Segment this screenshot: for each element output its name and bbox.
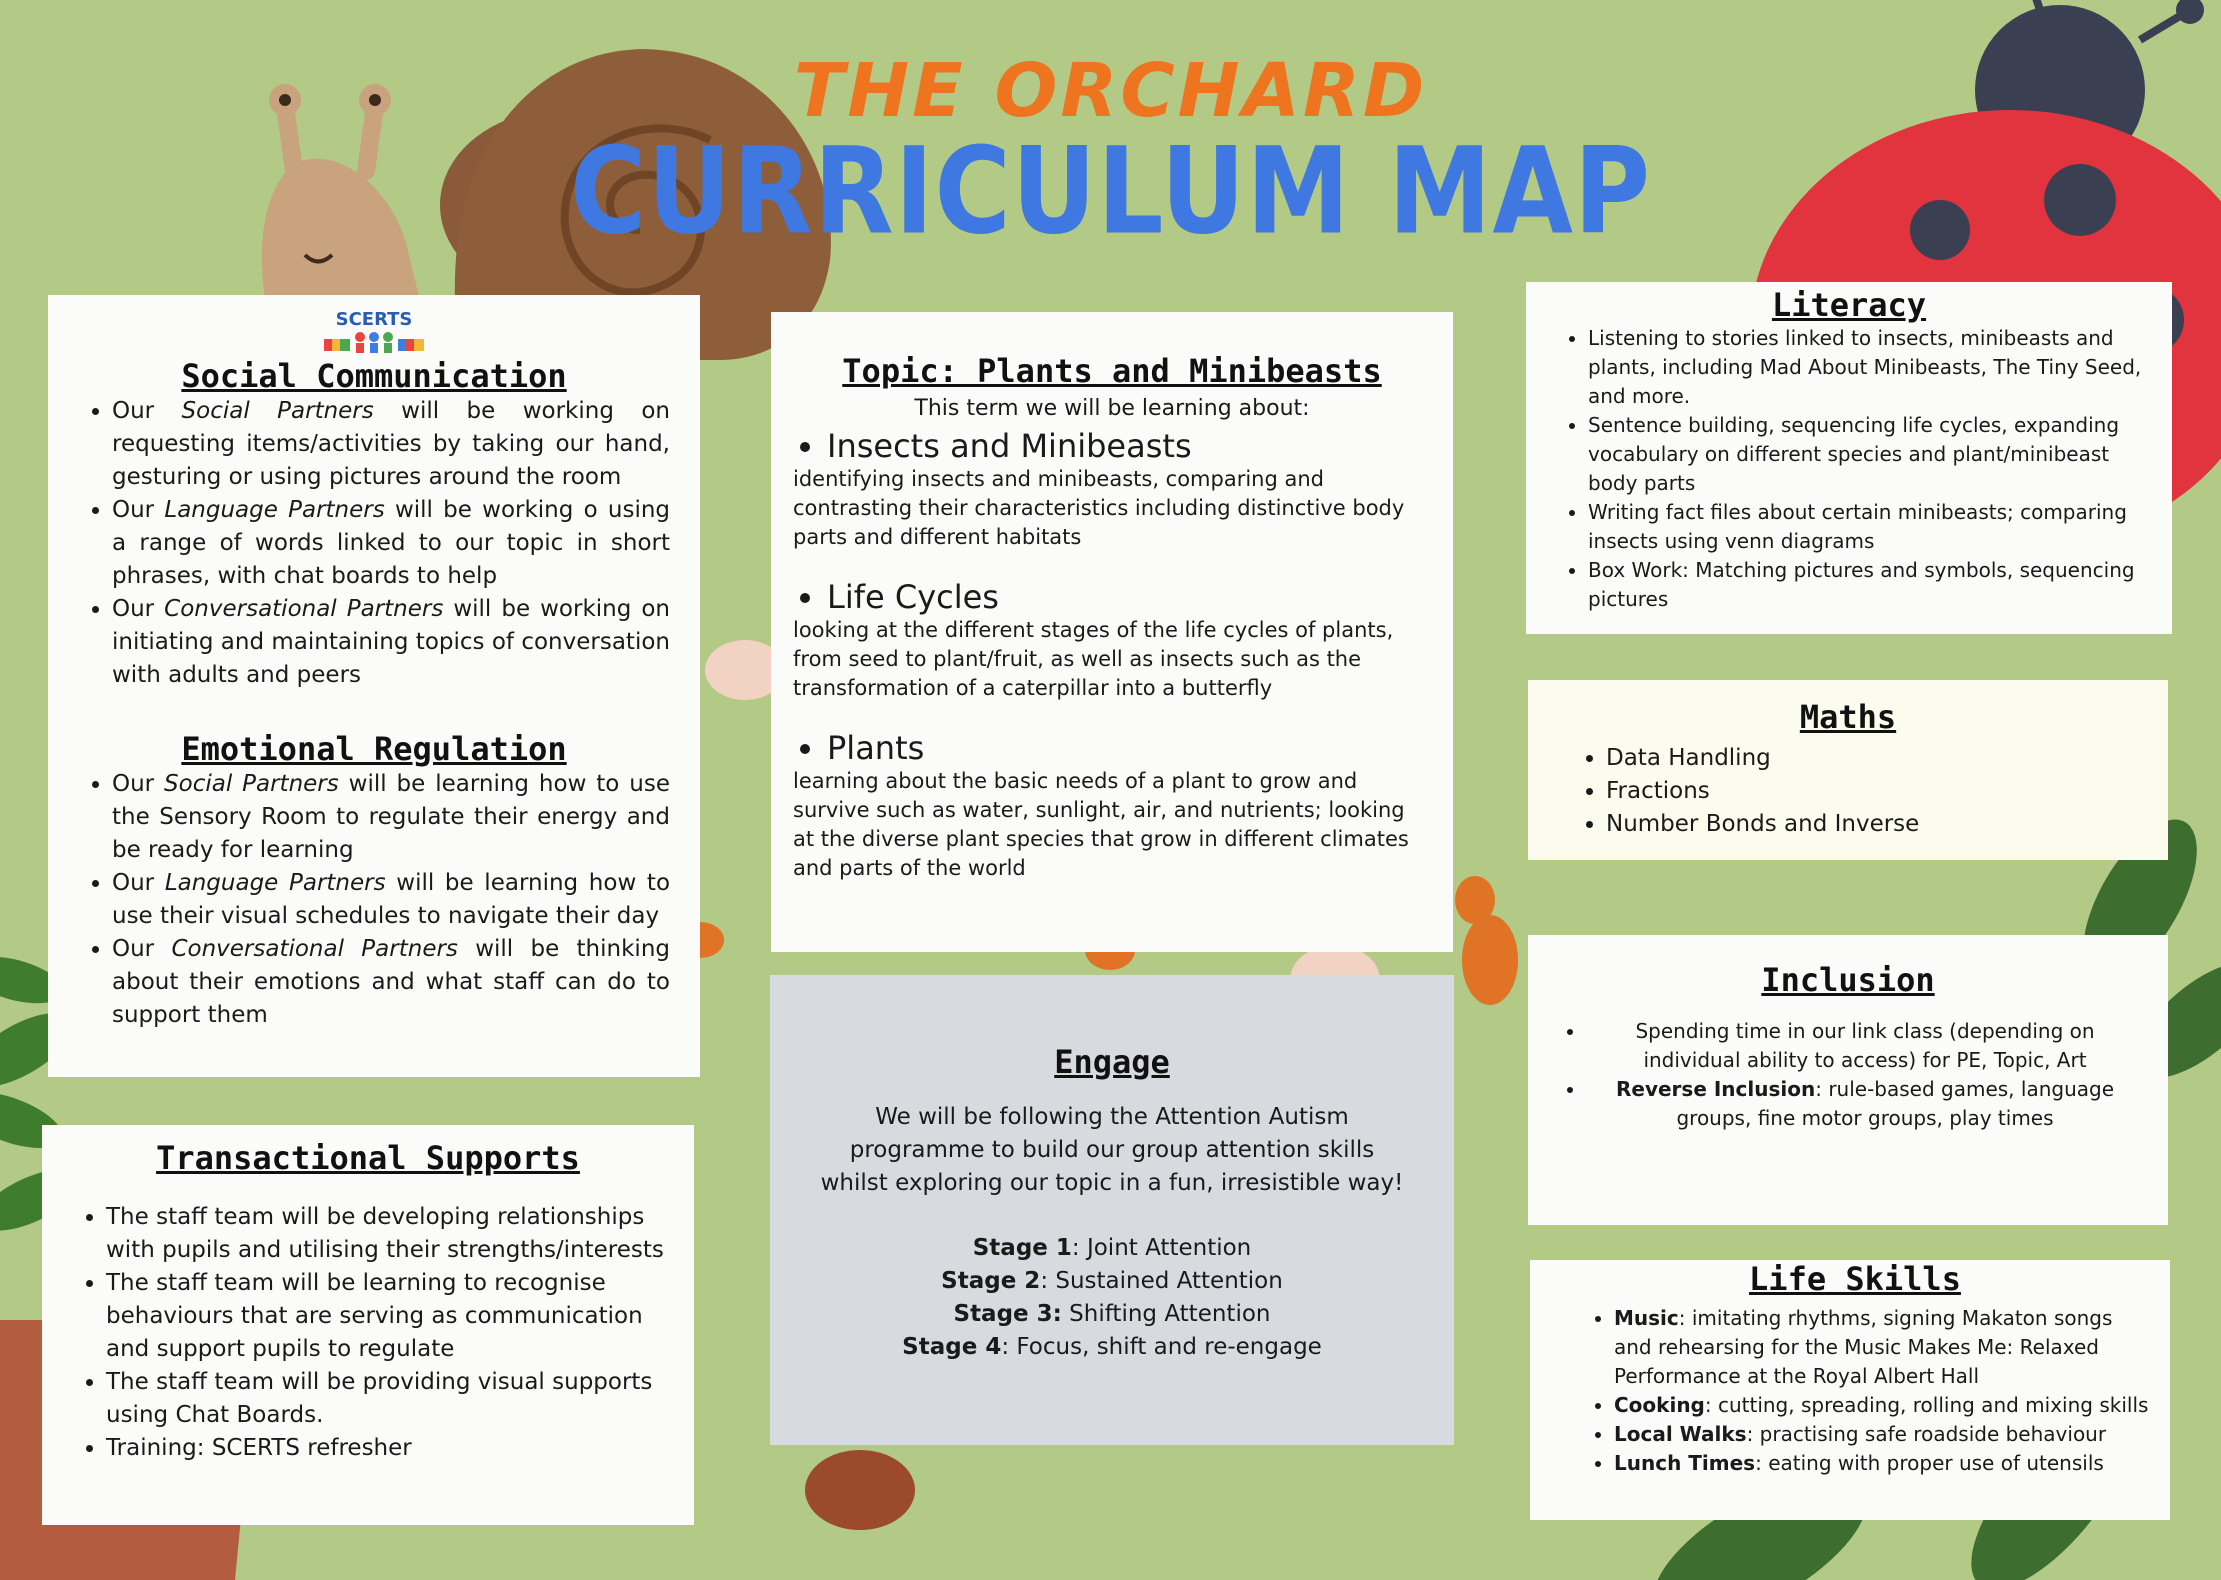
card-engage xyxy=(770,975,1454,1445)
heading-life-skills: Life Skills xyxy=(1749,1260,1961,1298)
list-item: • Data Handling xyxy=(1606,742,2144,775)
engage-stages xyxy=(814,1232,1410,1364)
list-item: • Music: imitating rhythms, signing Makaton songs and rehearsing for the Music Makes Me: Relaxed Performance at the Royal Albert Hall xyxy=(1614,1304,2156,1391)
list-item: • Spending time in our link class (depending on individual ability to access) for PE, Topic, Art xyxy=(1586,1017,2144,1075)
list-item: • Cooking: cutting, spreading, rolling and mixing skills xyxy=(1614,1391,2156,1420)
engage-stage: Stage 4: Focus, shift and re-engage xyxy=(902,1334,1322,1360)
heading-inclusion: Inclusion xyxy=(1761,961,1935,999)
list-item: • Lunch Times: eating with proper use of utensils xyxy=(1614,1449,2156,1478)
list-item: • Our Language Partners will be working o using a range of words linked to our topic in short phrases, with chat boards to help xyxy=(112,494,670,593)
heading-social-communication: Social Communication xyxy=(181,357,567,395)
heading-transactional-supports: Transactional Supports xyxy=(156,1139,580,1177)
topic-section-title: • Insects and Minibeasts xyxy=(793,427,1431,465)
heading-emotional-regulation: Emotional Regulation xyxy=(181,730,567,768)
card-social-emotional xyxy=(48,295,700,1077)
heading-topic: Topic: Plants and Minibeasts xyxy=(842,352,1382,390)
heading-engage: Engage xyxy=(1054,1043,1170,1081)
list-social-communication xyxy=(78,395,670,692)
list-transactional-supports xyxy=(72,1201,664,1465)
engage-stage: Stage 2: Sustained Attention xyxy=(941,1268,1283,1294)
engage-stage: Stage 1: Joint Attention xyxy=(972,1235,1252,1261)
list-item: • The staff team will be providing visual supports using Chat Boards. xyxy=(106,1366,664,1432)
list-item: • Our Language Partners will be learning how to use their visual schedules to navigate their day xyxy=(112,867,670,933)
list-literacy xyxy=(1550,324,2148,614)
list-item: • Our Conversational Partners will be thinking about their emotions and what staff can do to support them xyxy=(112,933,670,1032)
engage-stage: Stage 3: Shifting Attention xyxy=(953,1301,1271,1327)
list-item: • The staff team will be developing relationships with pupils and utilising their strengths/interests xyxy=(106,1201,664,1267)
list-inclusion xyxy=(1552,1017,2144,1133)
page-title: CURRICULUM MAP xyxy=(569,120,1652,262)
engage-intro: We will be following the Attention Autism programme to build our group attention skills whilst exploring our topic in a fun, irresistible way! xyxy=(820,1104,1404,1196)
topic-intro: This term we will be learning about: xyxy=(914,396,1310,421)
topic-section-text: looking at the different stages of the life cycles of plants, from seed to plant/fruit, as well as insects such as the transformation of a caterpillar into a butterfly xyxy=(793,618,1394,700)
list-item: • Box Work: Matching pictures and symbols, sequencing pictures xyxy=(1588,556,2148,614)
list-item: • The staff team will be learning to recognise behaviours that are serving as communication and support pupils to regulate xyxy=(106,1267,664,1366)
header-subtitle: THE ORCHARD xyxy=(793,48,1428,134)
svg-text:SCERTS: SCERTS xyxy=(335,309,413,330)
list-item: • Listening to stories linked to insects, minibeasts and plants, including Mad About Minibeasts, The Tiny Seed, and more. xyxy=(1588,324,2148,411)
list-emotional-regulation xyxy=(78,768,670,1032)
list-item: • Reverse Inclusion: rule-based games, language groups, fine motor groups, play times xyxy=(1586,1075,2144,1133)
topic-section-title: • Plants xyxy=(793,729,1431,767)
heading-maths: Maths xyxy=(1799,698,1897,736)
card-maths xyxy=(1528,680,2168,860)
list-item: • Our Social Partners will be working on requesting items/activities by taking our hand, gesturing or using pictures around the room xyxy=(112,395,670,494)
topic-section-text: learning about the basic needs of a plant to grow and survive such as water, sunlight, air, and nutrients; looking at the diverse plant species that grow in different climates and parts of the world xyxy=(793,769,1409,880)
card-topic xyxy=(771,312,1453,952)
heading-literacy: Literacy xyxy=(1771,286,1927,324)
topic-section-title: • Life Cycles xyxy=(793,578,1431,616)
list-item: • Our Social Partners will be learning how to use the Sensory Room to regulate their energy and be ready for learning xyxy=(112,768,670,867)
card-inclusion xyxy=(1528,935,2168,1225)
list-item: • Training: SCERTS refresher xyxy=(106,1432,664,1465)
list-item: • Sentence building, sequencing life cycles, expanding vocabulary on different species and plant/minibeast body parts xyxy=(1588,411,2148,498)
list-maths xyxy=(1552,742,2144,841)
list-item: • Number Bonds and Inverse xyxy=(1606,808,2144,841)
card-transactional-supports xyxy=(42,1125,694,1525)
scerts-logo xyxy=(324,303,424,357)
list-life-skills xyxy=(1554,1304,2156,1478)
card-literacy xyxy=(1526,282,2172,634)
list-item: • Fractions xyxy=(1606,775,2144,808)
list-item: • Our Conversational Partners will be working on initiating and maintaining topics of conversation with adults and peers xyxy=(112,593,670,692)
list-item: • Writing fact files about certain minibeasts; comparing insects using venn diagrams xyxy=(1588,498,2148,556)
card-life-skills xyxy=(1530,1260,2170,1520)
topic-section-text: identifying insects and minibeasts, comparing and contrasting their characteristics including distinctive body parts and different habitats xyxy=(793,467,1405,549)
list-item: • Local Walks: practising safe roadside behaviour xyxy=(1614,1420,2156,1449)
